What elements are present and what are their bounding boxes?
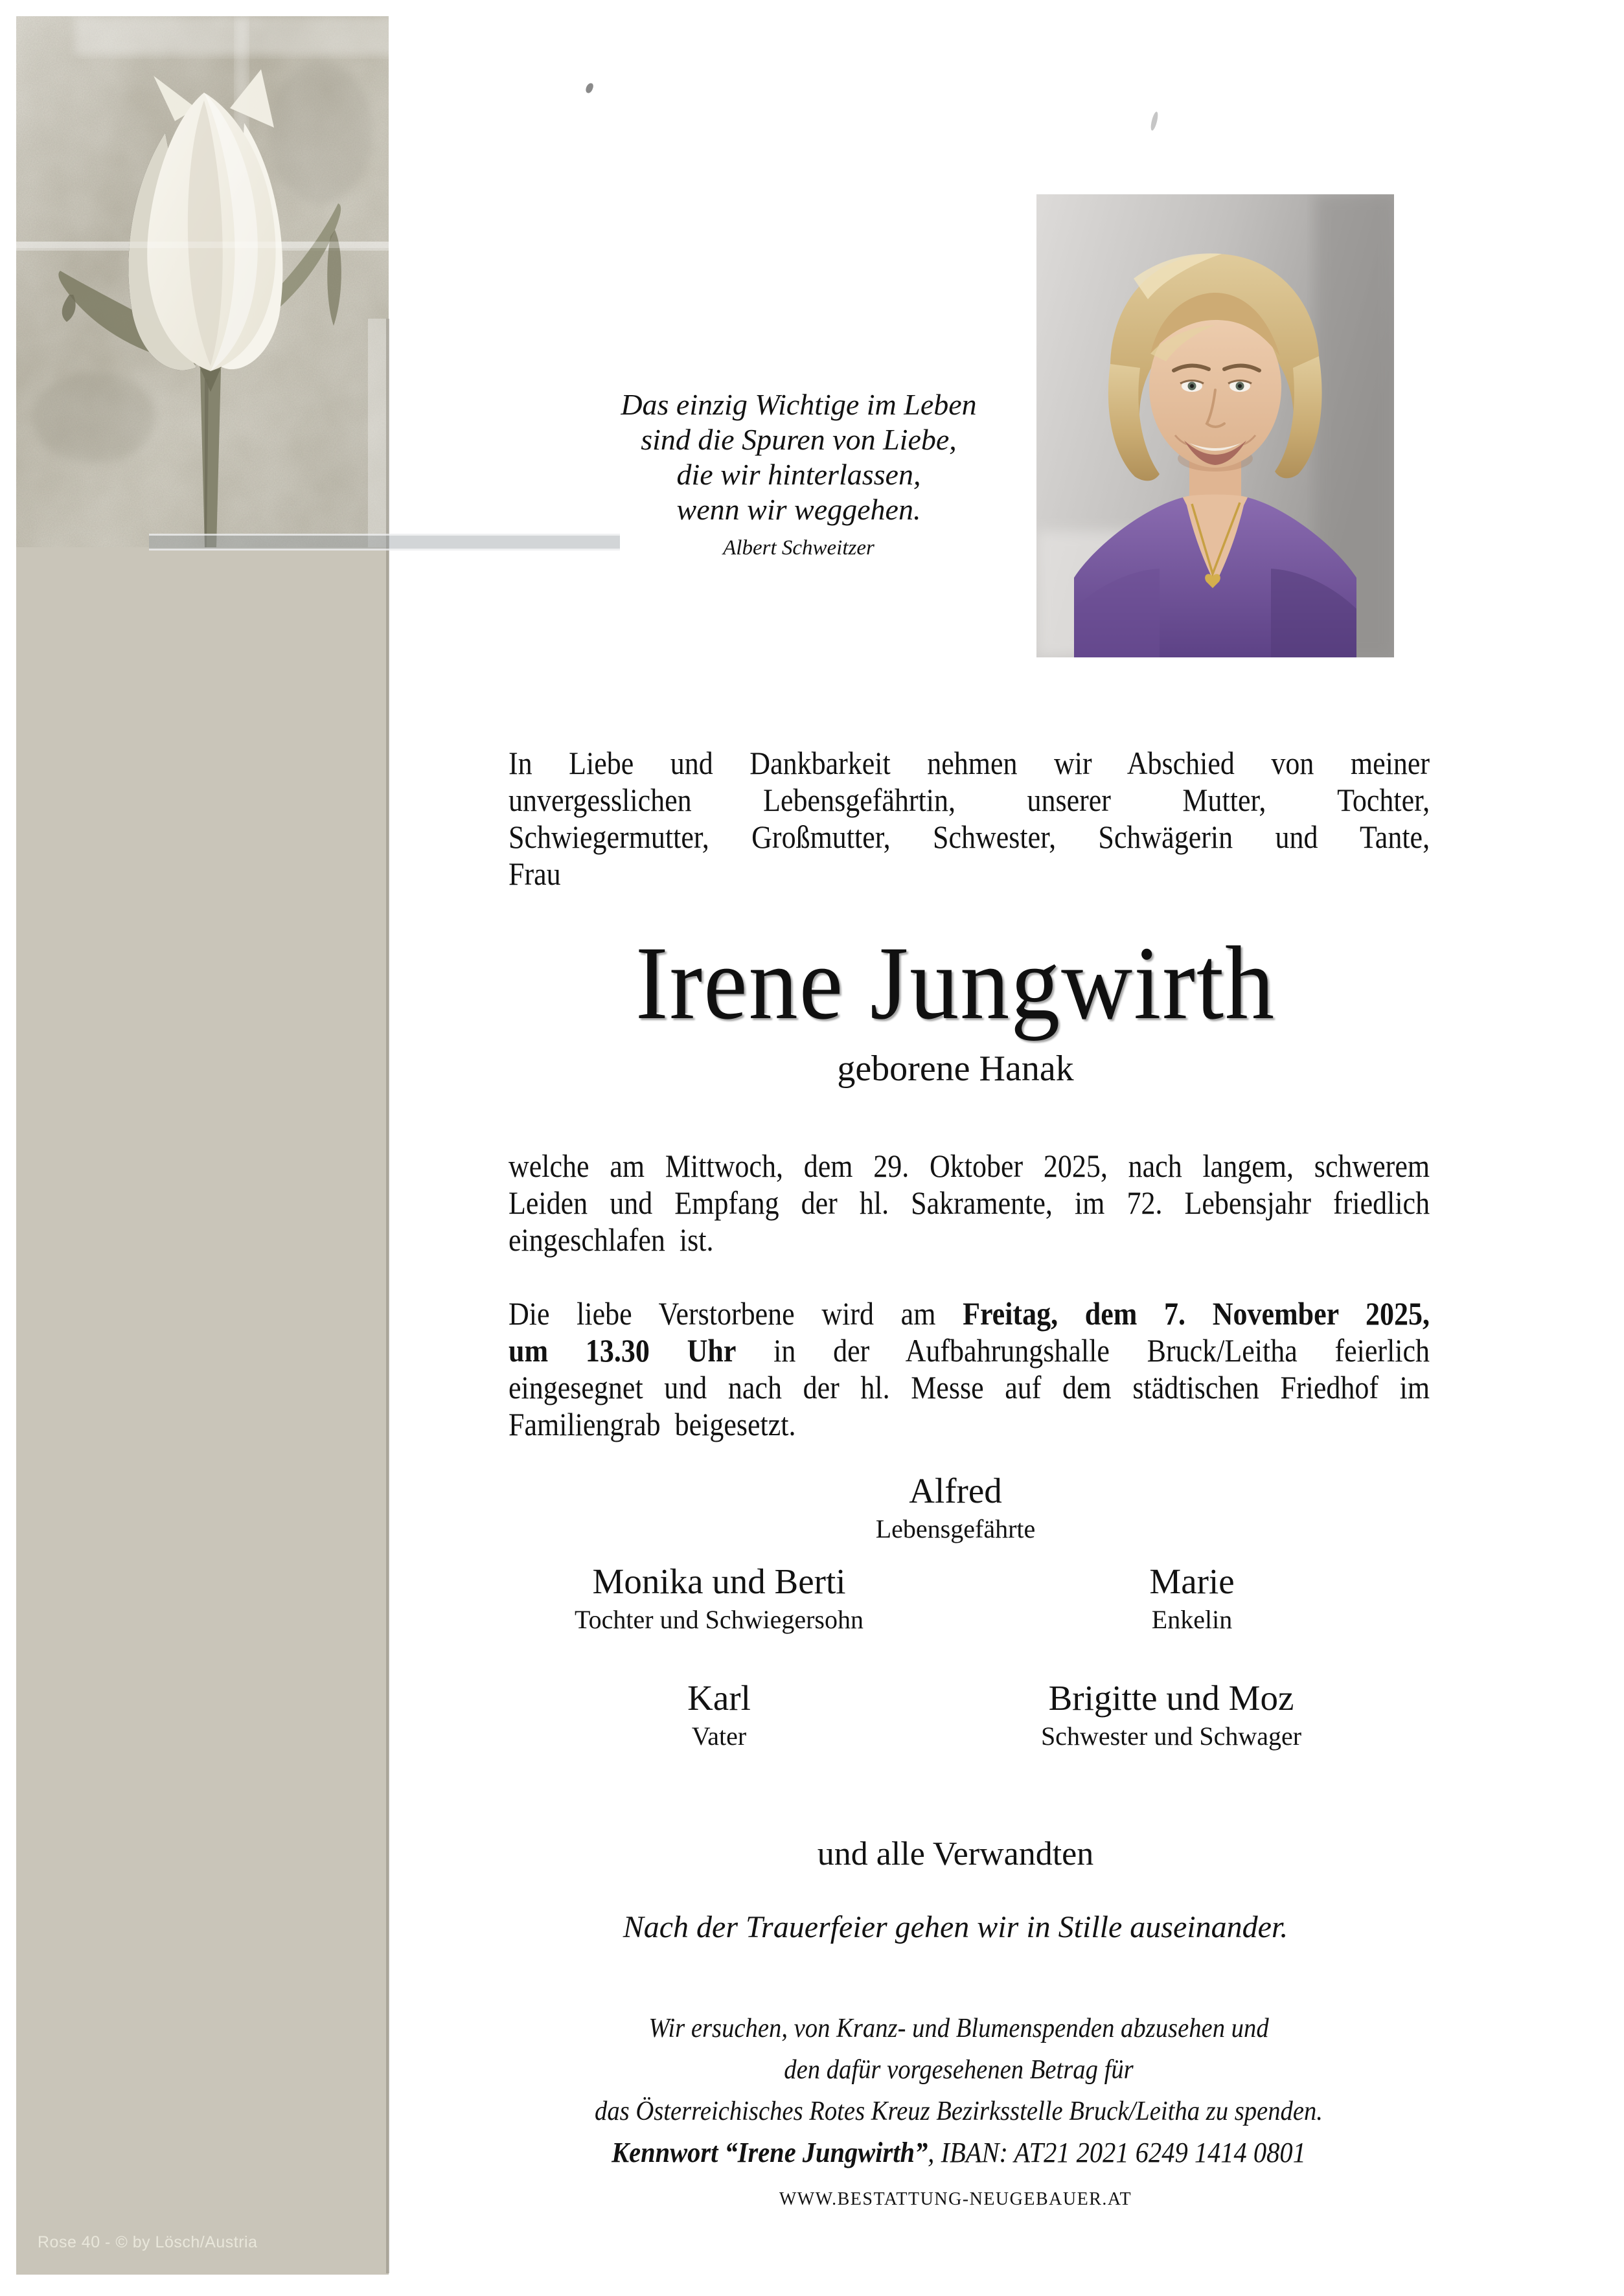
paragraph-line: unvergesslichen Lebensgefährtin, unserer Mutter, Tochter, xyxy=(509,782,1430,818)
paragraph-line: Die liebe Verstorbene wird am Freitag, dem 7. November 2025, xyxy=(509,1295,1430,1332)
mourner-relation: Enkelin xyxy=(1151,1605,1233,1634)
mourner-name: Karl xyxy=(687,1678,751,1718)
donation-line: Wir ersuchen, von Kranz- und Blumenspenden abzusehen und xyxy=(648,2014,1269,2043)
white-rose-artwork xyxy=(16,16,389,547)
mourner-name: Marie xyxy=(1149,1562,1235,1601)
mourner-name: Alfred xyxy=(909,1471,1002,1510)
rose-credit-label: Rose 40 - © by Lösch/Austria xyxy=(38,2233,258,2251)
mourner-relation: Tochter und Schwiegersohn xyxy=(575,1605,863,1634)
mourner-sister xyxy=(977,1679,1366,1751)
strip-edge-line xyxy=(386,319,389,2273)
death-notice-paragraph xyxy=(509,1148,1430,1258)
paragraph-line: Leiden und Empfang der hl. Sakramente, im 72. Lebensjahr friedlich xyxy=(509,1185,1430,1221)
mourner-relation: Schwester und Schwager xyxy=(1040,1722,1302,1751)
deceased-name: Irene Jungwirth xyxy=(635,926,1276,1041)
donation-line: den dafür vorgesehenen Betrag für xyxy=(784,2055,1134,2085)
paragraph-line: Schwiegermutter, Großmutter, Schwester, Schwägerin und Tante, xyxy=(509,819,1430,855)
funeral-home-website: WWW.BESTATTUNG-NEUGEBAUER.AT xyxy=(779,2189,1132,2209)
farewell-line: Nach der Trauerfeier gehen wir in Stille auseinander. xyxy=(623,1910,1288,1944)
memorial-quote xyxy=(538,387,1060,565)
mourner-relation: Lebensgefährte xyxy=(875,1514,1036,1543)
scan-speck xyxy=(1149,111,1159,131)
quote-line: sind die Spuren von Liebe, xyxy=(641,423,957,456)
mourner-daughter xyxy=(525,1562,913,1635)
quote-line: die wir hinterlassen, xyxy=(676,458,921,491)
scan-speck xyxy=(585,82,594,94)
quote-author: Albert Schweitzer xyxy=(723,536,875,560)
mourner-partner xyxy=(499,1472,1412,1544)
funeral-notice-paragraph xyxy=(509,1295,1430,1443)
mourner-name: Brigitte und Moz xyxy=(1048,1678,1294,1718)
intro-paragraph xyxy=(509,745,1430,892)
mourner-father xyxy=(525,1679,913,1751)
paragraph-line: Frau xyxy=(509,856,561,892)
mourners-closing: und alle Verwandten xyxy=(817,1836,1094,1872)
quote-line: Das einzig Wichtige im Leben xyxy=(621,388,977,421)
donation-keyword-iban-line: Kennwort “Irene Jungwirth”, IBAN: AT21 2021 6249 1414 0801 xyxy=(612,2137,1306,2168)
paragraph-line: eingeschlafen ist. xyxy=(509,1222,714,1258)
paragraph-line: eingesegnet und nach der hl. Messe auf dem städtischen Friedhof im xyxy=(509,1369,1430,1405)
portrait-photo xyxy=(1036,194,1394,657)
paragraph-line: In Liebe und Dankbarkeit nehmen wir Abschied von meiner xyxy=(509,745,1430,781)
paragraph-line: um 13.30 Uhr in der Aufbahrungshalle Bruck/Leitha feierlich xyxy=(509,1332,1430,1369)
beige-side-strip xyxy=(16,547,389,2275)
paragraph-line: Familiengrab beigesetzt. xyxy=(509,1406,796,1442)
mourner-granddaughter xyxy=(998,1562,1386,1635)
paragraph-line: welche am Mittwoch, dem 29. Oktober 2025, nach langem, schwerem xyxy=(509,1148,1430,1184)
donation-line: das Österreichisches Rotes Kreuz Bezirksstelle Bruck/Leitha zu spenden. xyxy=(595,2097,1323,2126)
mourner-relation: Vater xyxy=(691,1722,747,1751)
mourner-name: Monika und Berti xyxy=(592,1562,846,1601)
donation-request xyxy=(458,2008,1459,2174)
maiden-name: geborene Hanak xyxy=(837,1049,1074,1089)
quote-line: wenn wir weggehen. xyxy=(676,493,921,526)
